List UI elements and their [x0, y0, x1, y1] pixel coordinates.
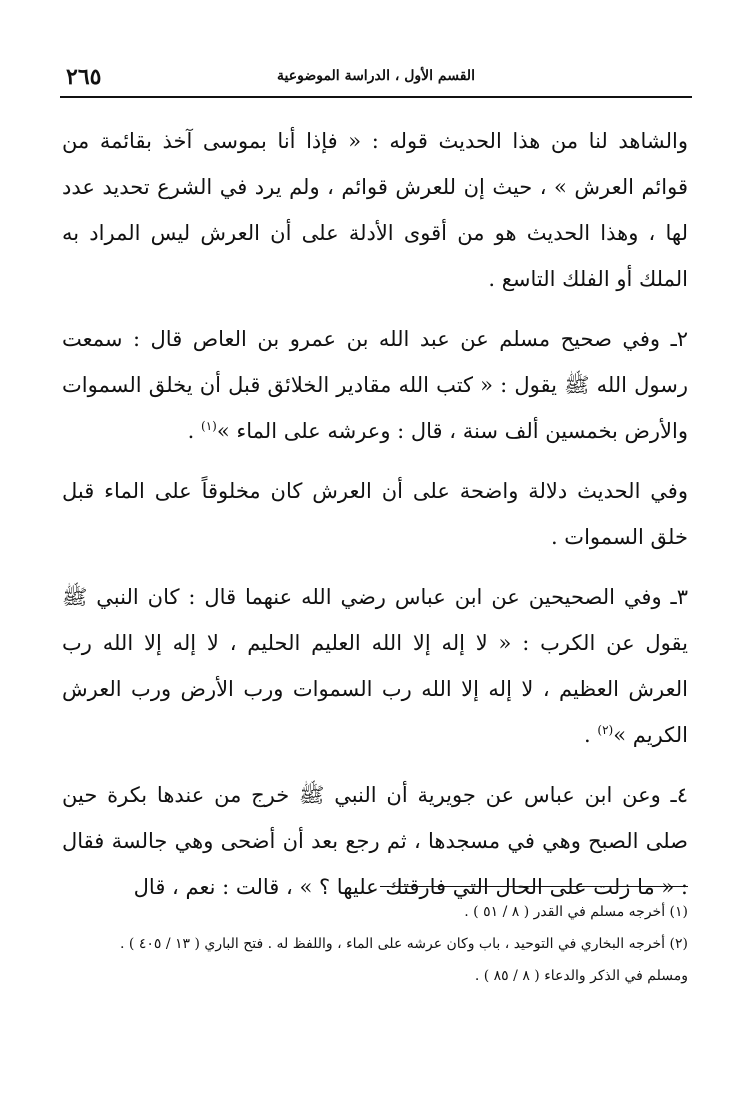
paragraph-3 — [62, 468, 688, 560]
paragraph-1 — [62, 118, 688, 302]
paragraph-1-text: والشاهد لنا من هذا الحديث قوله : « فإذا أنا بموسى آخذ بقائمة من قوائم العرش » ، حيث إن للعرش قوائم ، ولم يرد في الشرع تحديد عدد لها ، وهذا الحديث هو من أقوى الأدلة على أن العرش ليس المراد به الملك أو الفلك التاسع . — [62, 129, 688, 291]
paragraph-5-text: ٤ـ وعن ابن عباس عن جويرية أن النبي ﷺ خرج من عندها بكرة حين صلى الصبح وهي في مسجدها ، ثم رجع بعد أن أضحى وهي جالسة فقال : « ما زلت على الحال التي فارقتك عليها ؟ » ، قالت : نعم ، قال — [62, 783, 688, 899]
footnote-2-continued: ومسلم في الذكر والدعاء ( ٨ / ٨٥ ) . — [474, 968, 688, 984]
main-text — [62, 118, 688, 920]
paragraph-2 — [62, 316, 688, 454]
paragraph-5 — [62, 772, 688, 910]
header-title: القسم الأول ، الدراسة الموضوعية — [277, 68, 475, 84]
footnote-ref-1[interactable]: (١) — [201, 419, 217, 433]
paragraph-3-text: وفي الحديث دلالة واضحة على أن العرش كان مخلوقاً على الماء قبل خلق السموات . — [62, 479, 688, 549]
page-number: ٢٦٥ — [66, 64, 102, 90]
paragraph-4-text: ٣ـ وفي الصحيحين عن ابن عباس رضي الله عنهما قال : كان النبي ﷺ يقول عن الكرب : « لا إله إلا الله العليم الحليم ، لا إله إلا الله رب العرش العظيم ، لا إله إلا الله رب السموات ورب الأرض ورب العرش الكريم » — [62, 585, 688, 747]
footnotes — [58, 896, 688, 992]
paragraph-4 — [62, 574, 688, 758]
paragraph-2-tail: . — [187, 419, 202, 443]
footnote-separator — [380, 886, 688, 887]
paragraph-2-text: ٢ـ وفي صحيح مسلم عن عبد الله بن عمرو بن العاص قال : سمعت رسول الله ﷺ يقول : « كتب الله مقادير الخلائق قبل أن يخلق السموات والأرض بخمسين ألف سنة ، قال : وعرشه على الماء » — [62, 327, 688, 443]
footnote-ref-2[interactable]: (٢) — [597, 723, 614, 737]
paragraph-4-tail: . — [584, 723, 598, 747]
footnote-1: (١) أخرجه مسلم في القدر ( ٨ / ٥١ ) . — [464, 904, 688, 920]
running-header — [60, 62, 692, 98]
footnote-2: (٢) أخرجه البخاري في التوحيد ، باب وكان عرشه على الماء ، واللفظ له . فتح الباري ( ١٣ / ٤٠٥ ) . — [120, 936, 688, 952]
